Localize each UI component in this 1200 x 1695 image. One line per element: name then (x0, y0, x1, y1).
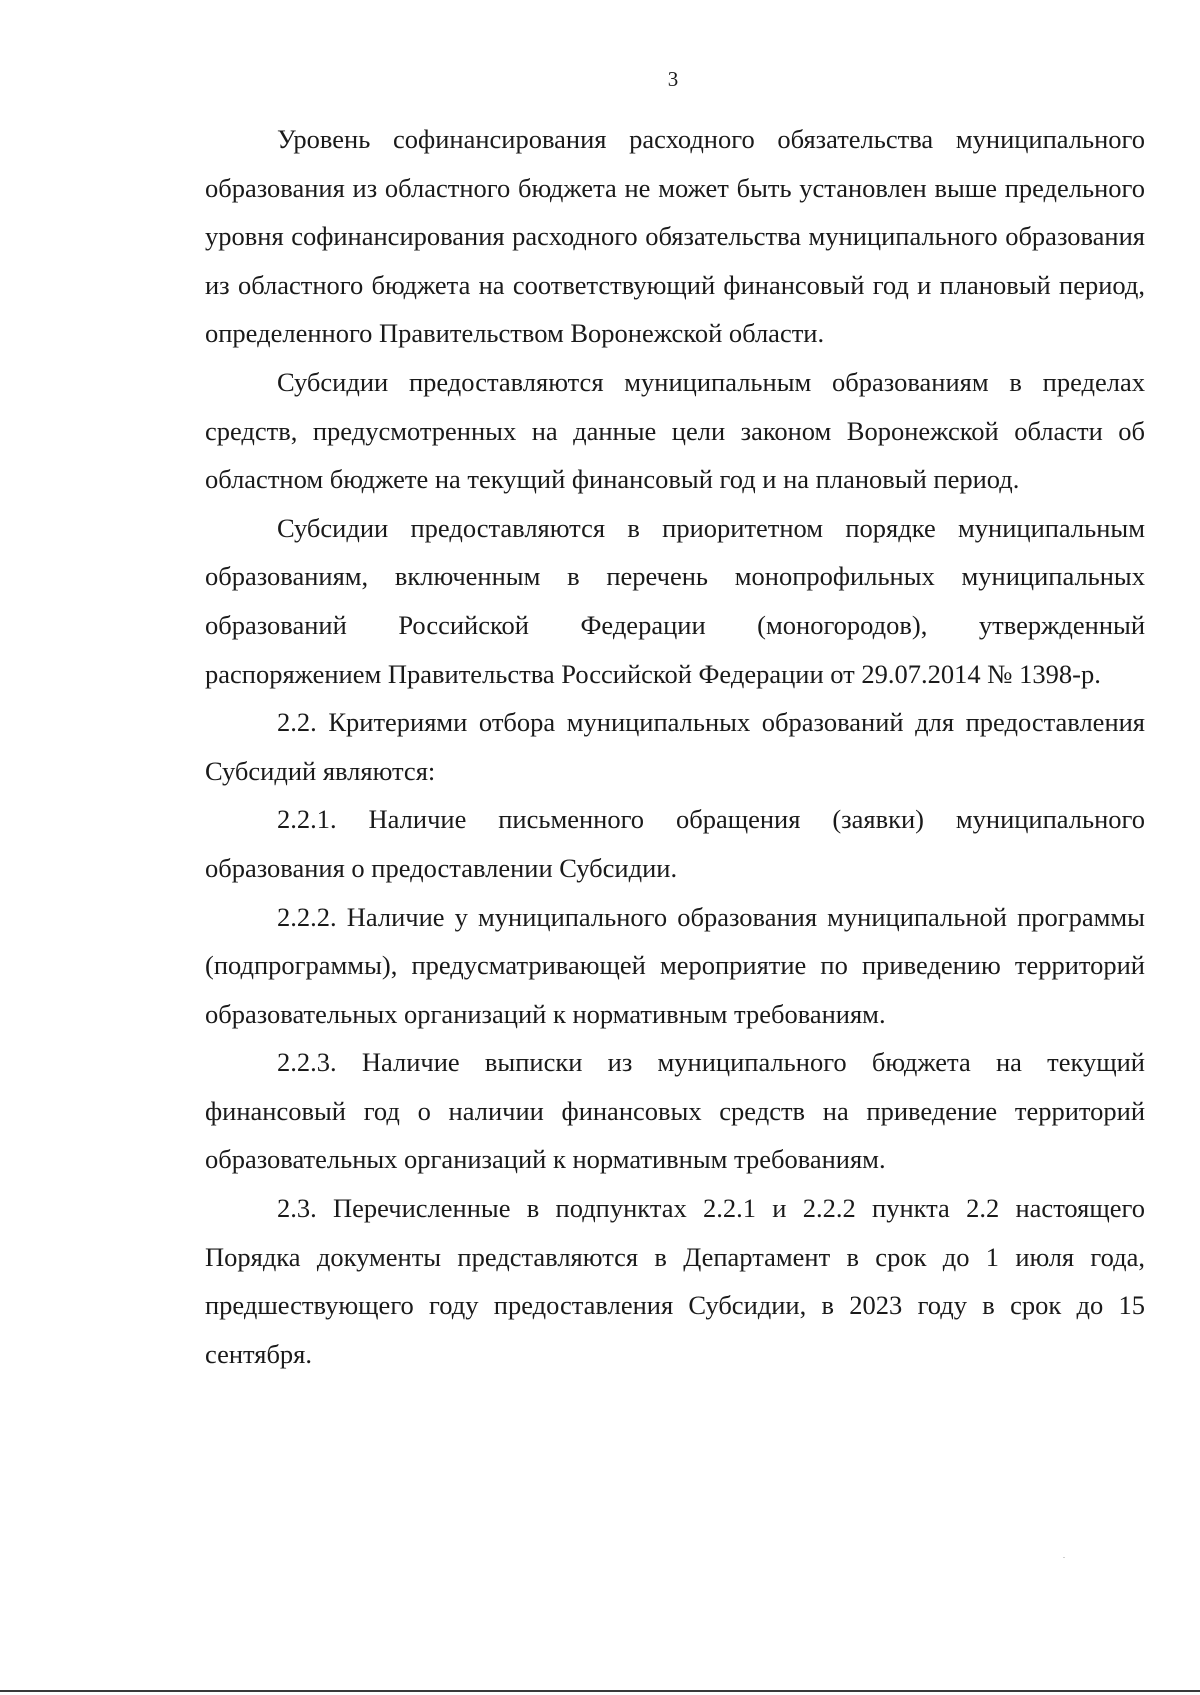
paragraph-2-2-1: 2.2.1. Наличие письменного обращения (заявки) муниципального образования о предоставлении Субсидии. (205, 804, 1145, 883)
paragraph-2-2-criteria: 2.2. Критериями отбора муниципальных образований для предоставления Субсидий являются: (205, 707, 1145, 786)
paragraph-subsidy-limits: Субсидии предоставляются муниципальным образованиям в пределах средств, предусмотренных на данные цели законом Воронежской области об областном бюджете на текущий финансовый год и на плановый период. (205, 366, 1145, 495)
paragraph-2-2-2: 2.2.2. Наличие у муниципального образования муниципальной программы (подпрограммы), предусматривающей мероприятие по приведению территорий образовательных организаций к нормативным требованиям. (205, 901, 1145, 1029)
paragraph-2-3: 2.3. Перечисленные в подпунктах 2.2.1 и 2.2.2 пункта 2.2 настоящего Порядка документы представляются в Департамент в срок до 1 июля года, предшествующего году предоставления Субсидии, в 2023 году в срок до 15 сентября. (205, 1193, 1145, 1369)
page-number: 3 (667, 67, 679, 91)
scan-speck (1063, 1557, 1065, 1558)
paragraph-2-2-3: 2.2.3. Наличие выписки из муниципального бюджета на текущий финансовый год о наличии финансовых средств на приведение территорий образовательных организаций к нормативным требованиям. (205, 1047, 1145, 1175)
document-body (205, 115, 1145, 1378)
page-bottom-edge-line (0, 1690, 1200, 1692)
paragraph-cofinancing-level: Уровень софинансирования расходного обязательства муниципального образования из областного бюджета не может быть установлен выше предельного уровня софинансирования расходного обязательства муниципального образования из областного бюджета на соответствующий финансовый год и плановый период, определенного Правительством Воронежской области. (205, 124, 1145, 349)
paragraph-priority-monotowns: Субсидии предоставляются в приоритетном порядке муниципальным образованиям, включенным в перечень монопрофильных муниципальных образований Российской Федерации (моногородов), утвержденный распоряжением Правительства Российской Федерации от 29.07.2014 № 1398-р. (205, 512, 1145, 689)
